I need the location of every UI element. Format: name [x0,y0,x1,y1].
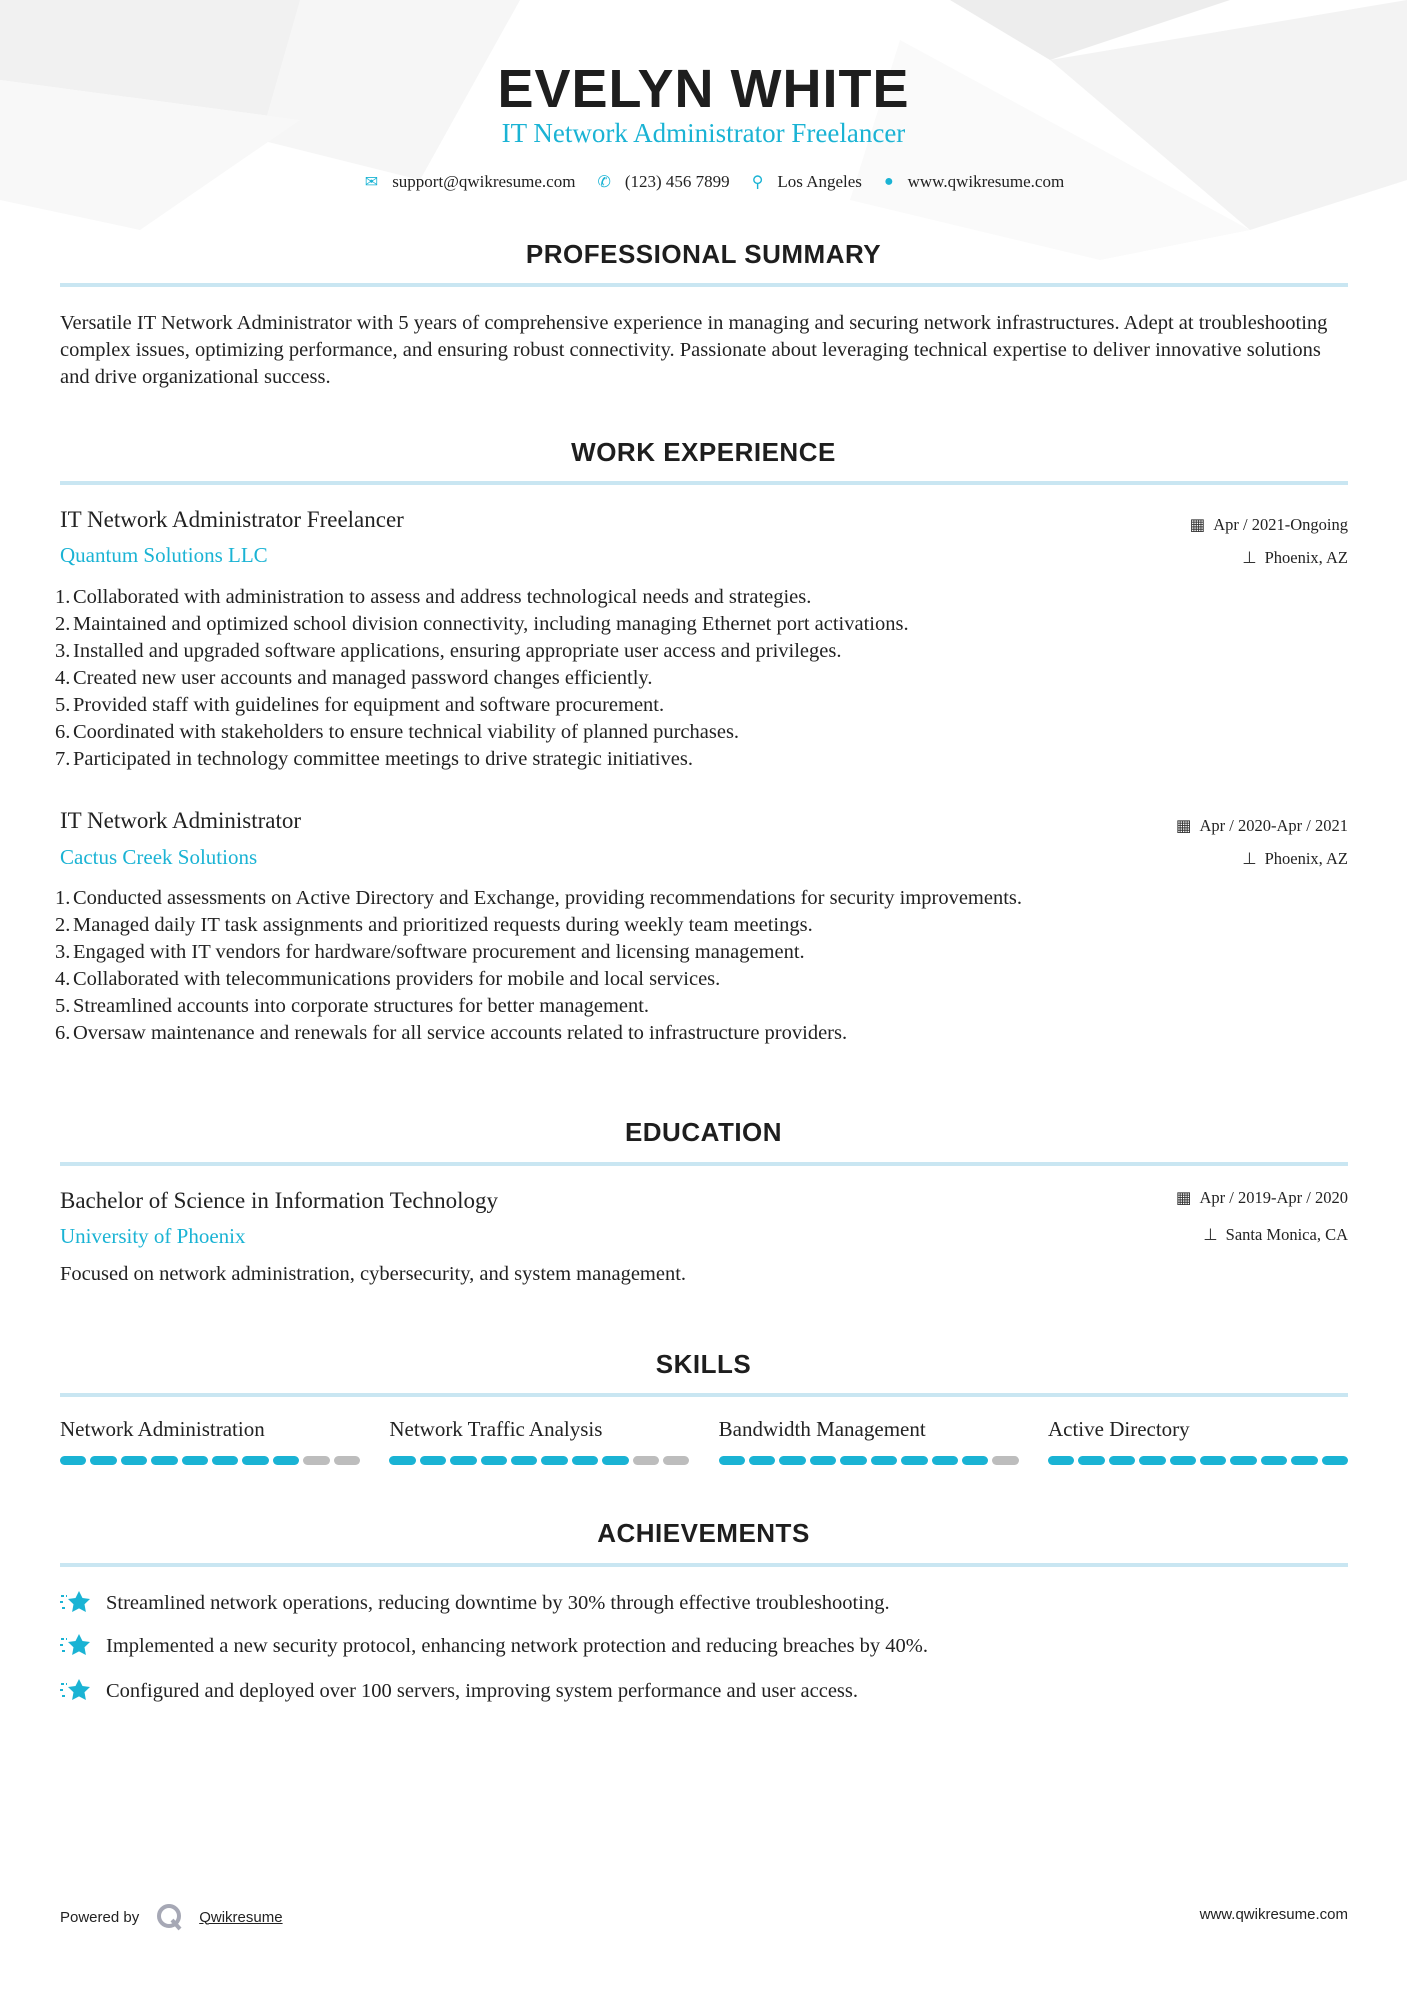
skill-segment-filled [60,1456,86,1465]
divider [60,1393,1348,1397]
skill-segment-filled [1200,1456,1226,1465]
job-1-bullets [55,584,909,773]
list-item: 6. Coordinated with stakeholders to ensure technical viability of planned purchases. [55,721,740,743]
skill-segment-filled [1170,1456,1196,1465]
pushpin-icon: ⊥ [1203,1225,1218,1244]
achievement-text: Streamlined network operations, reducing downtime by 30% through effective troubleshooting. [106,1591,890,1614]
dates-text: Apr / 2020-Apr / 2021 [1199,816,1348,835]
calendar-icon: ▦ [1175,816,1192,835]
dates-text: Apr / 2019-Apr / 2020 [1199,1188,1348,1207]
contact-bar [0,172,1407,192]
skill-name: Active Directory [1047,1417,1190,1441]
degree-title: Bachelor of Science in Information Technology [60,1188,499,1213]
star-icon [60,1588,92,1618]
phone-icon: ✆ [597,174,611,191]
location-text: Phoenix, AZ [1264,849,1348,868]
email-link[interactable]: support@qwikresume.com [392,172,576,191]
education-location [1203,1225,1348,1245]
skill-name: Network Administration [60,1417,265,1441]
list-item: 7. Participated in technology committee meetings to drive strategic initiatives. [55,748,693,770]
skill-item [719,1417,1019,1465]
job-1-company: Quantum Solutions LLC [60,543,268,567]
achievement-item [60,1588,890,1618]
powered-by-label: Powered by [60,1908,140,1926]
skill-item [389,1417,689,1465]
skill-segment-filled [1322,1456,1348,1465]
skill-segment-filled [450,1456,476,1465]
list-item: 5. Provided staff with guidelines for equipment and software procurement. [55,694,665,716]
location-text: Santa Monica, CA [1225,1225,1348,1244]
skill-segment-filled [962,1456,988,1465]
calendar-icon: ▦ [1175,1188,1192,1207]
divider [60,481,1348,485]
star-icon [60,1631,92,1661]
education-description: Focused on network administration, cybersecurity, and system management. [60,1263,687,1285]
list-item: 2. Managed daily IT task assignments and prioritized requests during weekly team meetings. [55,914,813,936]
job-1-dates [1190,515,1348,535]
job-2-location [1242,849,1348,869]
skill-name: Bandwidth Management [718,1417,926,1441]
job-2-company: Cactus Creek Solutions [60,845,258,869]
achievement-text: Configured and deployed over 100 servers, improving system performance and user access. [106,1679,859,1702]
school-name: University of Phoenix [60,1224,246,1248]
footer-branding [60,1902,283,1932]
list-item: 1. Collaborated with administration to assess and address technological needs and strategies. [55,586,812,608]
skill-segment-filled [840,1456,866,1465]
globe-icon: ● [883,173,894,190]
list-item: 2. Maintained and optimized school division connectivity, including managing Ethernet port activations. [55,613,909,635]
skill-segment-filled [541,1456,567,1465]
skill-segment-filled [481,1456,507,1465]
list-item: 4. Created new user accounts and managed password changes efficiently. [55,667,653,689]
skill-segment-filled [420,1456,446,1465]
skill-segment-filled [901,1456,927,1465]
skill-segment-filled [871,1456,897,1465]
section-heading-summary: PROFESSIONAL SUMMARY [525,239,882,269]
skill-segment-filled [719,1456,745,1465]
skill-segment-filled [1078,1456,1104,1465]
qwikresume-link[interactable]: Qwikresume [199,1908,283,1926]
section-heading-achievements: ACHIEVEMENTS [597,1518,810,1548]
achievement-text: Implemented a new security protocol, enhancing network protection and reducing breaches by 40%. [106,1634,928,1657]
skill-level-bar [389,1456,689,1465]
divider [60,283,1348,287]
skill-level-bar [719,1456,1019,1465]
pushpin-icon: ⊥ [1242,849,1257,868]
list-item: 5. Streamlined accounts into corporate structures for better management. [55,995,650,1017]
skill-segment-filled [932,1456,958,1465]
job-2-title: IT Network Administrator [60,808,302,833]
envelope-icon: ✉ [364,174,379,191]
dates-text: Apr / 2021-Ongoing [1213,515,1348,534]
skill-item [60,1417,360,1465]
job-1-title: IT Network Administrator Freelancer [60,507,404,532]
skill-segment-filled [810,1456,836,1465]
education-dates [1176,1188,1348,1208]
divider [60,1162,1348,1166]
qwikresume-logo-icon [155,1902,185,1932]
skill-segment-filled [242,1456,268,1465]
skills-grid [60,1417,1348,1465]
footer-website[interactable]: www.qwikresume.com [1199,1906,1348,1923]
section-heading-skills: SKILLS [655,1349,752,1379]
skill-segment-filled [1109,1456,1135,1465]
website-link[interactable]: www.qwikresume.com [907,172,1065,191]
pushpin-icon: ⊥ [1242,548,1257,567]
section-heading-education: EDUCATION [624,1117,783,1147]
job-2-bullets [55,885,1022,1047]
calendar-icon: ▦ [1189,515,1206,534]
skill-segment-filled [182,1456,208,1465]
star-icon [60,1676,92,1706]
list-item: 3. Engaged with IT vendors for hardware/software procurement and licensing management. [55,941,805,963]
skill-segment-filled [779,1456,805,1465]
phone-text: (123) 456 7899 [624,172,730,191]
list-item: 6. Oversaw maintenance and renewals for all service accounts related to infrastructure providers. [55,1022,848,1044]
achievement-item [60,1676,858,1706]
location-text: Los Angeles [777,172,862,191]
list-item: 1. Conducted assessments on Active Directory and Exchange, providing recommendations for security improvements. [55,887,1023,909]
skill-item [1048,1417,1348,1465]
skill-segment-filled [212,1456,238,1465]
list-item: 4. Collaborated with telecommunications providers for mobile and local services. [55,968,721,990]
section-heading-experience: WORK EXPERIENCE [571,437,836,467]
skill-segment-filled [1048,1456,1074,1465]
skill-segment-empty [633,1456,659,1465]
skill-segment-empty [334,1456,360,1465]
skill-segment-filled [572,1456,598,1465]
skill-level-bar [1048,1456,1348,1465]
skill-segment-filled [749,1456,775,1465]
skill-name: Network Traffic Analysis [389,1417,603,1441]
job-title: IT Network Administrator Freelancer [501,118,906,148]
skill-segment-filled [1291,1456,1317,1465]
skill-segment-filled [602,1456,628,1465]
skill-segment-empty [992,1456,1018,1465]
skill-segment-filled [1261,1456,1287,1465]
list-item: 3. Installed and upgraded software applications, ensuring appropriate user access and privileges. [55,640,842,662]
skill-segment-filled [389,1456,415,1465]
skill-segment-empty [663,1456,689,1465]
divider [60,1563,1348,1567]
skill-segment-filled [511,1456,537,1465]
skill-segment-empty [303,1456,329,1465]
job-1-location [1242,548,1348,568]
job-2-dates [1176,816,1348,836]
skill-level-bar [60,1456,360,1465]
skill-segment-filled [121,1456,147,1465]
skill-segment-filled [273,1456,299,1465]
skill-segment-filled [90,1456,116,1465]
achievement-item [60,1631,928,1661]
location-text: Phoenix, AZ [1264,548,1348,567]
summary-text: Versatile IT Network Administrator with 5 years of comprehensive experience in managing and securing network infrastructures. Adept at troubleshooting complex issues, optimizing performance, and ensuring robust connectivity. Passionate about leveraging technical expertise to deliver innovative solutions and drive organizational success. [60,312,1328,388]
skill-segment-filled [1139,1456,1165,1465]
candidate-name: EVELYN WHITE [497,59,910,119]
map-marker-icon: ⚲ [751,174,764,191]
skill-segment-filled [1230,1456,1256,1465]
skill-segment-filled [151,1456,177,1465]
